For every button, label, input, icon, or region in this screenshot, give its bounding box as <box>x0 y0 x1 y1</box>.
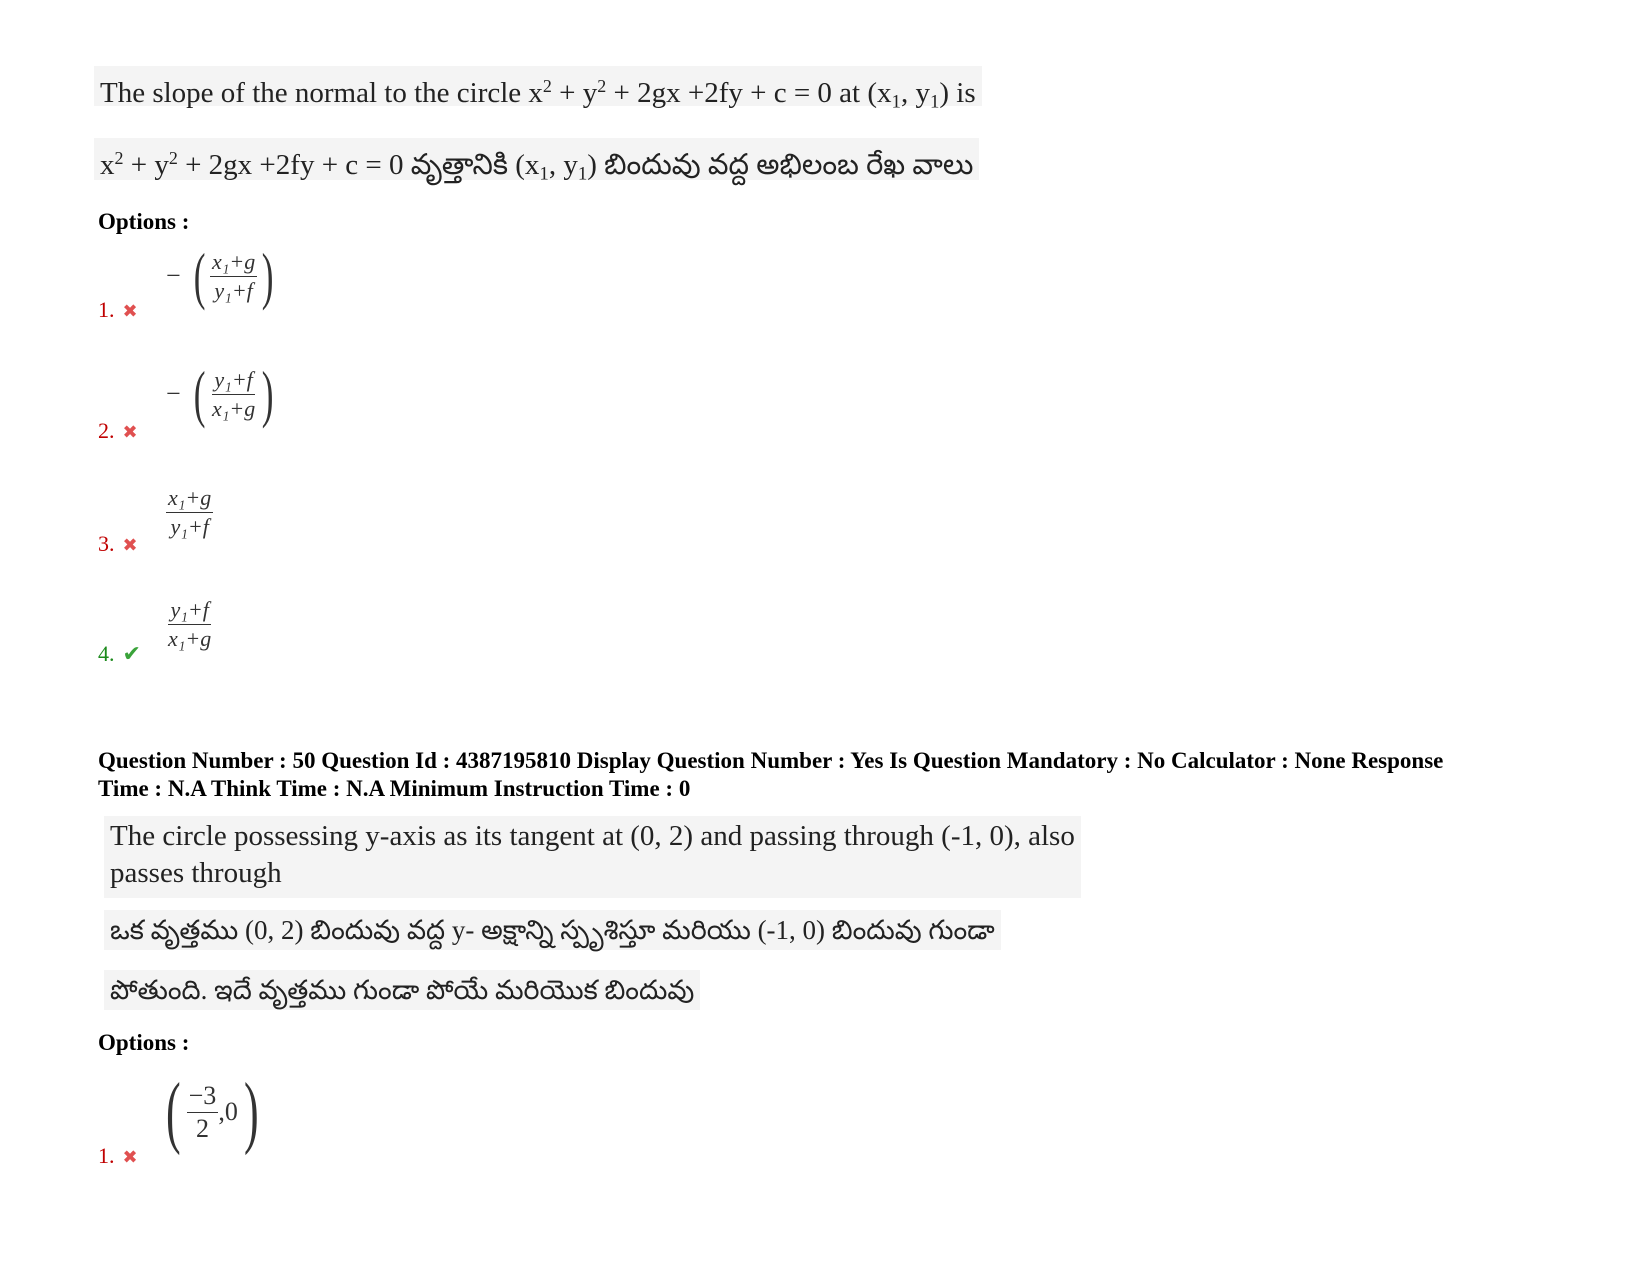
option-1-expression[interactable] <box>160 1068 264 1156</box>
option-1-label <box>98 298 138 323</box>
text-part: ) is <box>939 76 976 109</box>
wrong-mark-icon: ✖ <box>122 535 138 555</box>
option-number: 2. <box>98 418 115 443</box>
denominator: x₁+g <box>211 395 256 421</box>
option-2-label <box>98 419 138 444</box>
options-heading: Options : <box>98 209 190 234</box>
text-part: , y <box>548 148 578 181</box>
numerator: y₁+f <box>168 596 210 625</box>
numerator: x₁+g <box>166 484 213 513</box>
question-meta-line: Time : N.A Think Time : N.A Minimum Instruction Time : 0 <box>98 776 691 801</box>
question-line: ఒక వృత్తము (0, 2) బిందువు వద్ద y- అక్షాన్ని స్పృశిస్తూ మరియు (-1, 0) బిందువు గుండా <box>110 915 995 945</box>
numerator: −3 <box>187 1080 219 1113</box>
superscript: 2 <box>542 76 552 96</box>
option-number: 3. <box>98 531 115 556</box>
question-meta-line: Question Number : 50 Question Id : 4387195810 Display Question Number : Yes Is Question Mandatory : No Calculator : None Response <box>98 748 1444 773</box>
wrong-mark-icon: ✖ <box>122 1147 138 1167</box>
option-1-expression[interactable] <box>166 240 279 311</box>
left-paren: ( <box>193 358 206 429</box>
option-number: 4. <box>98 641 115 666</box>
options-heading: Options : <box>98 1030 190 1055</box>
question-text-telugu <box>104 910 1001 950</box>
option-number: 1. <box>98 1143 115 1168</box>
fraction <box>166 484 213 541</box>
correct-check-icon: ✔ <box>122 641 141 666</box>
minus-sign: − <box>166 261 181 290</box>
left-paren: ( <box>193 240 206 311</box>
denominator: y₁+f <box>170 514 209 539</box>
wrong-mark-icon: ✖ <box>122 301 138 321</box>
denominator: y₁+f <box>214 277 253 303</box>
numerator: x₁+g <box>210 248 257 277</box>
text-part: x <box>100 148 115 181</box>
option-3-expression[interactable] <box>166 484 213 541</box>
subscript: 1 <box>891 91 901 113</box>
option-number: 1. <box>98 297 115 322</box>
denominator: x₁+g <box>168 626 212 651</box>
fraction <box>210 248 257 305</box>
text-part: + y <box>551 76 598 109</box>
question-text-english <box>104 816 1081 898</box>
right-paren: ) <box>243 1068 259 1156</box>
minus-sign: − <box>166 379 181 408</box>
subscript: 1 <box>929 91 940 113</box>
option-4-expression[interactable] <box>166 596 213 653</box>
text-part: + 2gx +2fy + c = 0 వృత్తానికి (x <box>177 148 540 181</box>
text-part: , y <box>900 76 930 109</box>
question-line: passes through <box>110 857 282 889</box>
question-text-english <box>94 66 982 113</box>
right-paren: ) <box>262 240 274 311</box>
question-line: The circle possessing y-axis as its tangent at (0, 2) and passing through (-1, 0), also <box>110 820 1075 852</box>
question-line: పోతుంది. ఇదే వృత్తము గుండా పోయే మరియొక బిందువు <box>110 975 695 1005</box>
subscript: 1 <box>577 163 588 185</box>
question-meta <box>98 747 1608 803</box>
numerator: y₁+f <box>212 366 254 395</box>
subscript: 1 <box>539 163 549 185</box>
question-text-telugu-2 <box>104 970 700 1010</box>
fraction <box>210 366 257 423</box>
right-paren: ) <box>262 358 274 429</box>
text-part: + y <box>123 148 169 181</box>
text-part: + 2gx +2fy + c = 0 at (x <box>606 76 892 109</box>
option-1-label <box>98 1144 138 1169</box>
fraction <box>166 596 213 653</box>
option-3-label <box>98 532 138 557</box>
superscript: 2 <box>168 148 178 168</box>
text-part: ) బిందువు వద్ద అభిలంబ రేఖ వాలు <box>587 148 974 181</box>
wrong-mark-icon: ✖ <box>122 422 138 442</box>
question-text-telugu <box>94 138 979 185</box>
second-coordinate: ,0 <box>218 1097 238 1126</box>
fraction <box>187 1080 219 1145</box>
superscript: 2 <box>114 148 124 168</box>
option-4-label <box>98 642 141 666</box>
denominator: 2 <box>195 1113 209 1143</box>
left-paren: ( <box>165 1068 181 1156</box>
option-2-expression[interactable] <box>166 358 279 429</box>
superscript: 2 <box>597 76 607 96</box>
text-part: The slope of the normal to the circle x <box>100 76 543 109</box>
